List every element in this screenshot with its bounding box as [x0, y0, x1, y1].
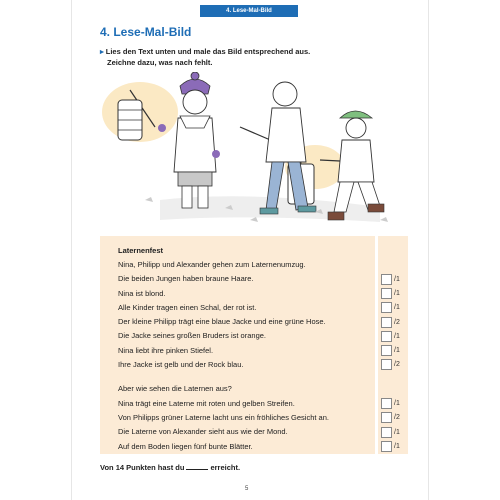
text-title: Laternenfest — [118, 246, 164, 255]
instruction-line-2: Zeichne dazu, was nach fehlt. — [107, 58, 213, 67]
points-label: /1 — [394, 442, 400, 450]
score-item[interactable] — [381, 315, 409, 329]
text-line: Nina ist blond. — [118, 288, 166, 298]
leaf — [145, 197, 153, 202]
text-line: Ihre Jacke ist gelb und der Rock blau. — [118, 360, 244, 370]
points-label: /1 — [394, 275, 400, 283]
points-label: /2 — [394, 414, 400, 422]
score-item[interactable] — [381, 272, 409, 286]
text-line: Nina, Philipp und Alexander gehen zum Laternenumzug. — [118, 260, 306, 269]
instruction-line-1: Lies den Text unten und male das Bild entsprechend aus. — [105, 47, 311, 56]
checkbox[interactable] — [381, 398, 392, 409]
question-line: Aber wie sehen die Laternen aus? — [118, 384, 232, 394]
score-item[interactable] — [381, 439, 409, 453]
points-label: /1 — [394, 400, 400, 408]
score-item[interactable] — [381, 358, 409, 372]
points-label: /2 — [394, 318, 400, 326]
text-line: Nina trägt eine Laterne mit roten und gelben Streifen. — [118, 398, 295, 408]
page-title: 4. Lese-Mal-Bild — [100, 25, 192, 39]
footer-text-before: Von 14 Punkten hast du — [100, 463, 185, 472]
chapter-tab: 4. Lese-Mal-Bild — [200, 5, 298, 17]
checkbox[interactable] — [381, 274, 392, 285]
score-item[interactable] — [381, 343, 409, 357]
children-lantern-illustration — [100, 72, 400, 232]
checkbox[interactable] — [381, 412, 392, 423]
checkbox[interactable] — [381, 331, 392, 342]
points-label: /2 — [394, 361, 400, 369]
text-line: Der kleine Philipp trägt eine blaue Jacke und eine grüne Hose. — [118, 317, 326, 327]
text-line: Auf dem Boden liegen fünf bunte Blätter. — [118, 441, 253, 451]
score-item[interactable] — [381, 411, 409, 425]
points-label: /1 — [394, 289, 400, 297]
arrow-icon: ▸ — [100, 47, 104, 56]
text-line: Die Laterne von Alexander sieht aus wie der Mond. — [118, 427, 288, 437]
checkbox[interactable] — [381, 427, 392, 438]
page-number: 5 — [245, 486, 249, 492]
score-item[interactable] — [381, 396, 409, 410]
leaf — [250, 217, 258, 222]
points-label: /1 — [394, 332, 400, 340]
checkbox[interactable] — [381, 441, 392, 452]
score-item[interactable] — [381, 286, 409, 300]
text-line: Von Philipps grüner Laterne lacht uns ein fröhliches Gesicht an. — [118, 412, 329, 422]
checkbox[interactable] — [381, 345, 392, 356]
checkbox[interactable] — [381, 302, 392, 313]
score-footer — [100, 463, 240, 472]
points-label: /1 — [394, 347, 400, 355]
score-checkboxes — [381, 272, 409, 454]
text-line: Die Jacke seines großen Bruders ist orange. — [118, 331, 266, 341]
text-line: Alle Kinder tragen einen Schal, der rot ist. — [118, 302, 257, 312]
score-item[interactable] — [381, 329, 409, 343]
checkbox[interactable] — [381, 317, 392, 328]
text-line: Nina liebt ihre pinken Stiefel. — [118, 345, 214, 355]
text-line: Die beiden Jungen haben braune Haare. — [118, 274, 254, 284]
footer-text-after: erreicht. — [210, 463, 241, 472]
checkbox[interactable] — [381, 359, 392, 370]
leaf — [380, 217, 388, 222]
points-label: /1 — [394, 304, 400, 312]
score-item[interactable] — [381, 301, 409, 315]
instruction — [100, 46, 400, 68]
checkbox[interactable] — [381, 288, 392, 299]
reading-text — [118, 244, 378, 454]
points-label: /1 — [394, 428, 400, 436]
score-blank[interactable] — [186, 469, 208, 470]
score-item[interactable] — [381, 425, 409, 439]
